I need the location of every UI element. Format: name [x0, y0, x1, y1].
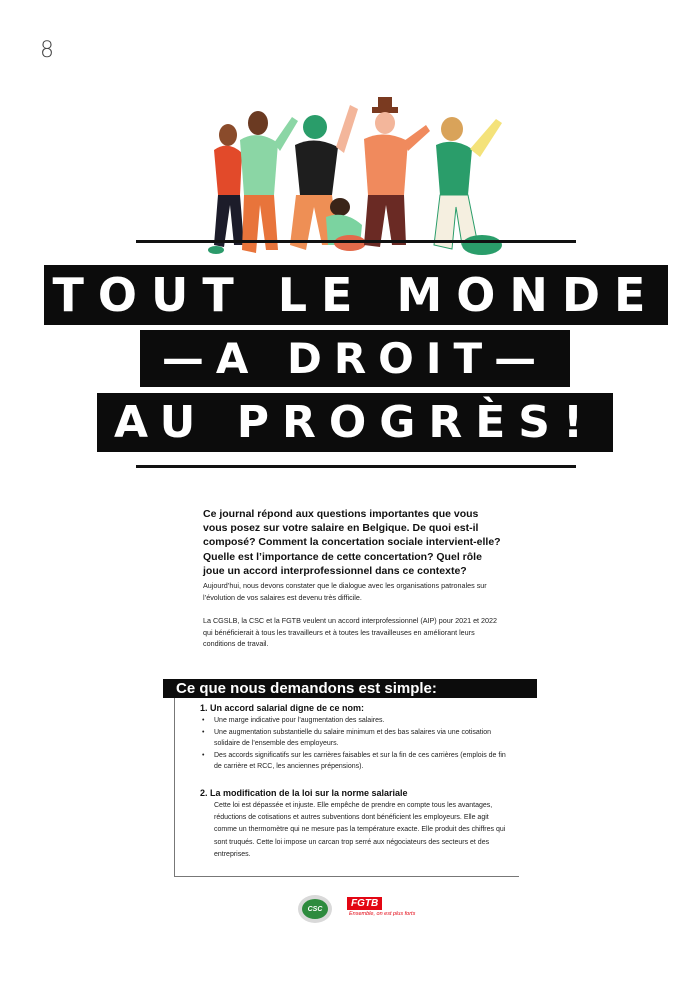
page-number: 8	[40, 38, 54, 63]
crowd-illustration	[200, 95, 515, 260]
fgtb-logo-label: FGTB	[347, 897, 382, 910]
bottom-rule	[136, 465, 576, 468]
list-item: • Une augmentation substantielle du salaire minimum et des bas salaires via une cotisation solidaire de l’ensemble des employeurs.	[200, 727, 512, 749]
section-2-text: Cette loi est dépassée et injuste. Elle empêche de prendre en compte tous les avantages, réductions de cotisations et autres subventions dont bénéficient les employeurs. Elle agit comme un thermomètre qui ne mesure pas la température exacte. Elle produit des chiffres qui sont truqués. Cette loi impose un carcan trop serré aux négociateurs des secteurs et des entreprises.	[214, 802, 506, 858]
headline-line-1: TOUT LE MONDE	[44, 265, 668, 325]
paragraph-1: Aujourd’hui, nous devons constater que le dialogue avec les organisations patronales sur l’évolution de vos salaires est devenu très difficile.	[203, 581, 487, 602]
demands-title: Ce que nous demandons est simple:	[163, 679, 537, 698]
section-1-bullets	[200, 715, 512, 773]
list-item: • Des accords significatifs sur les carrières faisables et sur la fin de ces carrières (emplois de fin de carrière et RCC, les anciennes prépensions).	[200, 750, 512, 772]
csc-logo-label: CSC	[302, 899, 328, 919]
top-rule	[136, 240, 576, 243]
intro-text: Ce journal répond aux questions importantes que vous vous posez sur votre salaire en Belgique. De quoi est-il composé? Comment la concertation sociale intervient-elle? Quelle est l’importance de cette concertation? Quel rôle joue un accord interprofessionnel dans ce contexte?	[203, 508, 501, 577]
csc-logo	[298, 895, 332, 923]
paragraph-2: La CGSLB, la CSC et la FGTB veulent un accord interprofessionnel (AIP) pour 2021 et 2022 qui bénéficierait à tous les travailleurs et à toutes les travailleuses en améliorant leurs conditions de travail.	[203, 616, 498, 648]
headline-line-2: —A DROIT—	[140, 330, 570, 387]
headline-line-3: AU PROGRÈS!	[97, 393, 613, 452]
list-item: • Une marge indicative pour l’augmentation des salaires.	[200, 715, 512, 726]
fgtb-logo	[347, 897, 425, 921]
section-1-heading: 1. Un accord salarial digne de ce nom:	[200, 703, 365, 713]
fgtb-tagline: Ensemble, on est plus forts	[349, 911, 416, 917]
section-2-heading: 2. La modification de la loi sur la norme salariale	[200, 788, 408, 798]
